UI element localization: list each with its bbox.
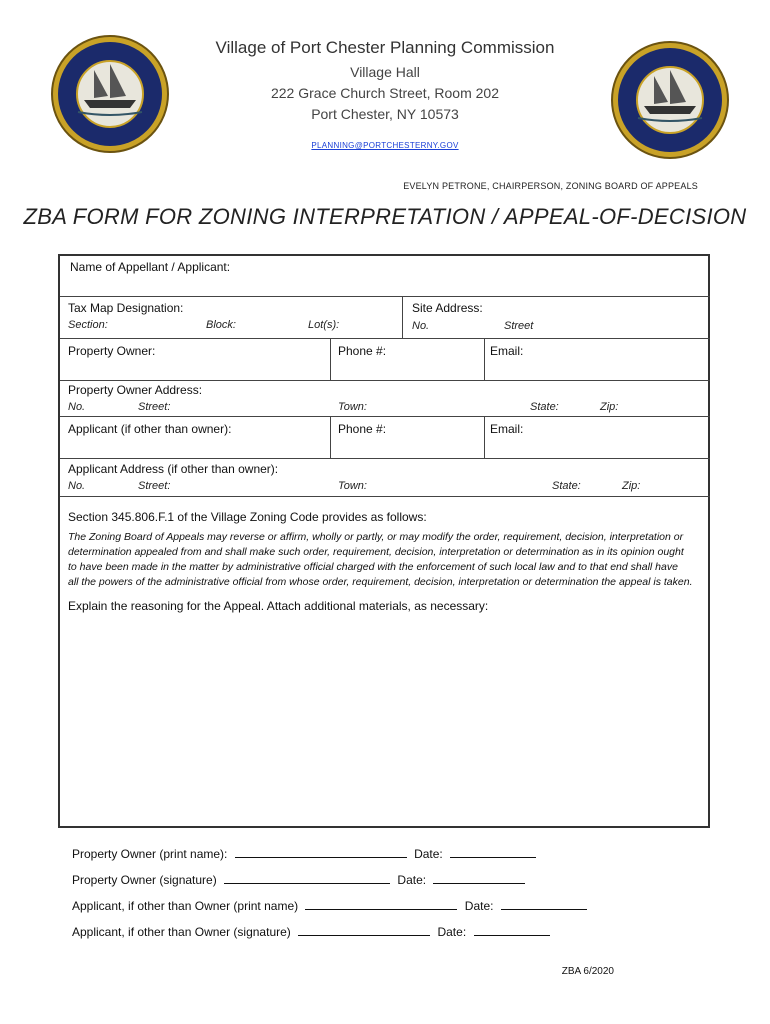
applicant-no-sublabel: No. xyxy=(68,480,86,492)
section-text-line-4: all the powers of the administrative official from whose order, requirement, decision, interpretation or determination the appeal is taken. xyxy=(68,576,693,588)
date-line-3[interactable] xyxy=(501,898,587,910)
owner-zip-sublabel: Zip: xyxy=(600,401,619,413)
applicant-address-label: Applicant Address (if other than owner): xyxy=(68,462,279,476)
owner-email-label: Email: xyxy=(490,344,524,358)
signature-row-2 xyxy=(72,872,529,887)
owner-town-sublabel: Town: xyxy=(338,401,367,413)
date-line-4[interactable] xyxy=(474,924,550,936)
lots-sublabel: Lot(s): xyxy=(308,319,340,331)
signature-label-3: Applicant, if other than Owner (print name) xyxy=(72,899,299,913)
applicant-email-label: Email: xyxy=(490,422,524,436)
site-address-label: Site Address: xyxy=(412,301,483,315)
signature-line-2[interactable] xyxy=(224,872,390,884)
date-label-4: Date: xyxy=(437,925,467,939)
signature-row-1 xyxy=(72,846,540,861)
owner-no-sublabel: No. xyxy=(68,401,86,413)
signature-line-3[interactable] xyxy=(305,898,457,910)
signature-row-3 xyxy=(72,898,591,913)
block-sublabel: Block: xyxy=(206,319,236,331)
owner-phone-label: Phone #: xyxy=(338,344,387,358)
owner-street-sublabel: Street: xyxy=(138,401,171,413)
date-line-2[interactable] xyxy=(433,872,525,884)
applicant-street-sublabel: Street: xyxy=(138,480,171,492)
chairperson-line: EVELYN PETRONE, CHAIRPERSON, ZONING BOARD OF APPEALS xyxy=(403,181,698,191)
section-text-line-1: The Zoning Board of Appeals may reverse or affirm, wholly or partly, or may modify the order, requirement, decision, interpretation or xyxy=(68,531,684,543)
applicant-zip-sublabel: Zip: xyxy=(622,480,641,492)
header-line-1: Village Hall xyxy=(350,64,420,80)
owner-state-sublabel: State: xyxy=(530,401,559,413)
header-line-2: 222 Grace Church Street, Room 202 xyxy=(270,85,499,101)
date-label-1: Date: xyxy=(414,847,443,861)
section-sublabel: Section: xyxy=(68,319,108,331)
section-text-line-2: determination appealed from and shall make such order, requirement, decision, interpretation or determination as in its opinion ought xyxy=(68,546,684,558)
header-line-3: Port Chester, NY 10573 xyxy=(311,106,459,122)
signature-line-4[interactable] xyxy=(298,924,430,936)
form-table xyxy=(58,254,710,828)
section-text-line-3: to have been made in the matter by administrative official charged with the enforcement of such local law and to that end shall have xyxy=(68,561,678,573)
email-link[interactable]: PLANNING@PORTCHESTERNY.GOV xyxy=(311,141,459,150)
form-title: ZBA FORM FOR ZONING INTERPRETATION / APPEAL-OF-DECISION xyxy=(23,204,747,229)
site-no-sublabel: No. xyxy=(412,320,430,332)
date-label-2: Date: xyxy=(397,873,427,887)
applicant-label: Applicant (if other than owner): xyxy=(68,422,232,436)
header-title: Village of Port Chester Planning Commission xyxy=(215,38,555,57)
signature-label-2: Property Owner (signature) xyxy=(72,873,217,887)
section-heading: Section 345.806.F.1 of the Village Zoning Code provides as follows: xyxy=(68,510,427,524)
signature-row-4 xyxy=(72,924,554,939)
tax-map-label: Tax Map Designation: xyxy=(68,301,184,315)
property-owner-label: Property Owner: xyxy=(68,344,156,358)
applicant-town-sublabel: Town: xyxy=(338,480,367,492)
date-label-3: Date: xyxy=(464,899,494,913)
appellant-label: Name of Appellant / Applicant: xyxy=(70,260,231,274)
date-line-1[interactable] xyxy=(450,846,536,858)
applicant-state-sublabel: State: xyxy=(552,480,581,492)
owner-address-label: Property Owner Address: xyxy=(68,383,203,397)
footer-version: ZBA 6/2020 xyxy=(561,966,614,977)
signature-label-1: Property Owner (print name): xyxy=(72,847,228,861)
signature-label-4: Applicant, if other than Owner (signature) xyxy=(72,925,291,939)
explain-label: Explain the reasoning for the Appeal. Attach additional materials, as necessary: xyxy=(68,599,489,613)
signature-line-1[interactable] xyxy=(235,846,407,858)
applicant-phone-label: Phone #: xyxy=(338,422,387,436)
site-street-sublabel: Street xyxy=(504,320,534,332)
